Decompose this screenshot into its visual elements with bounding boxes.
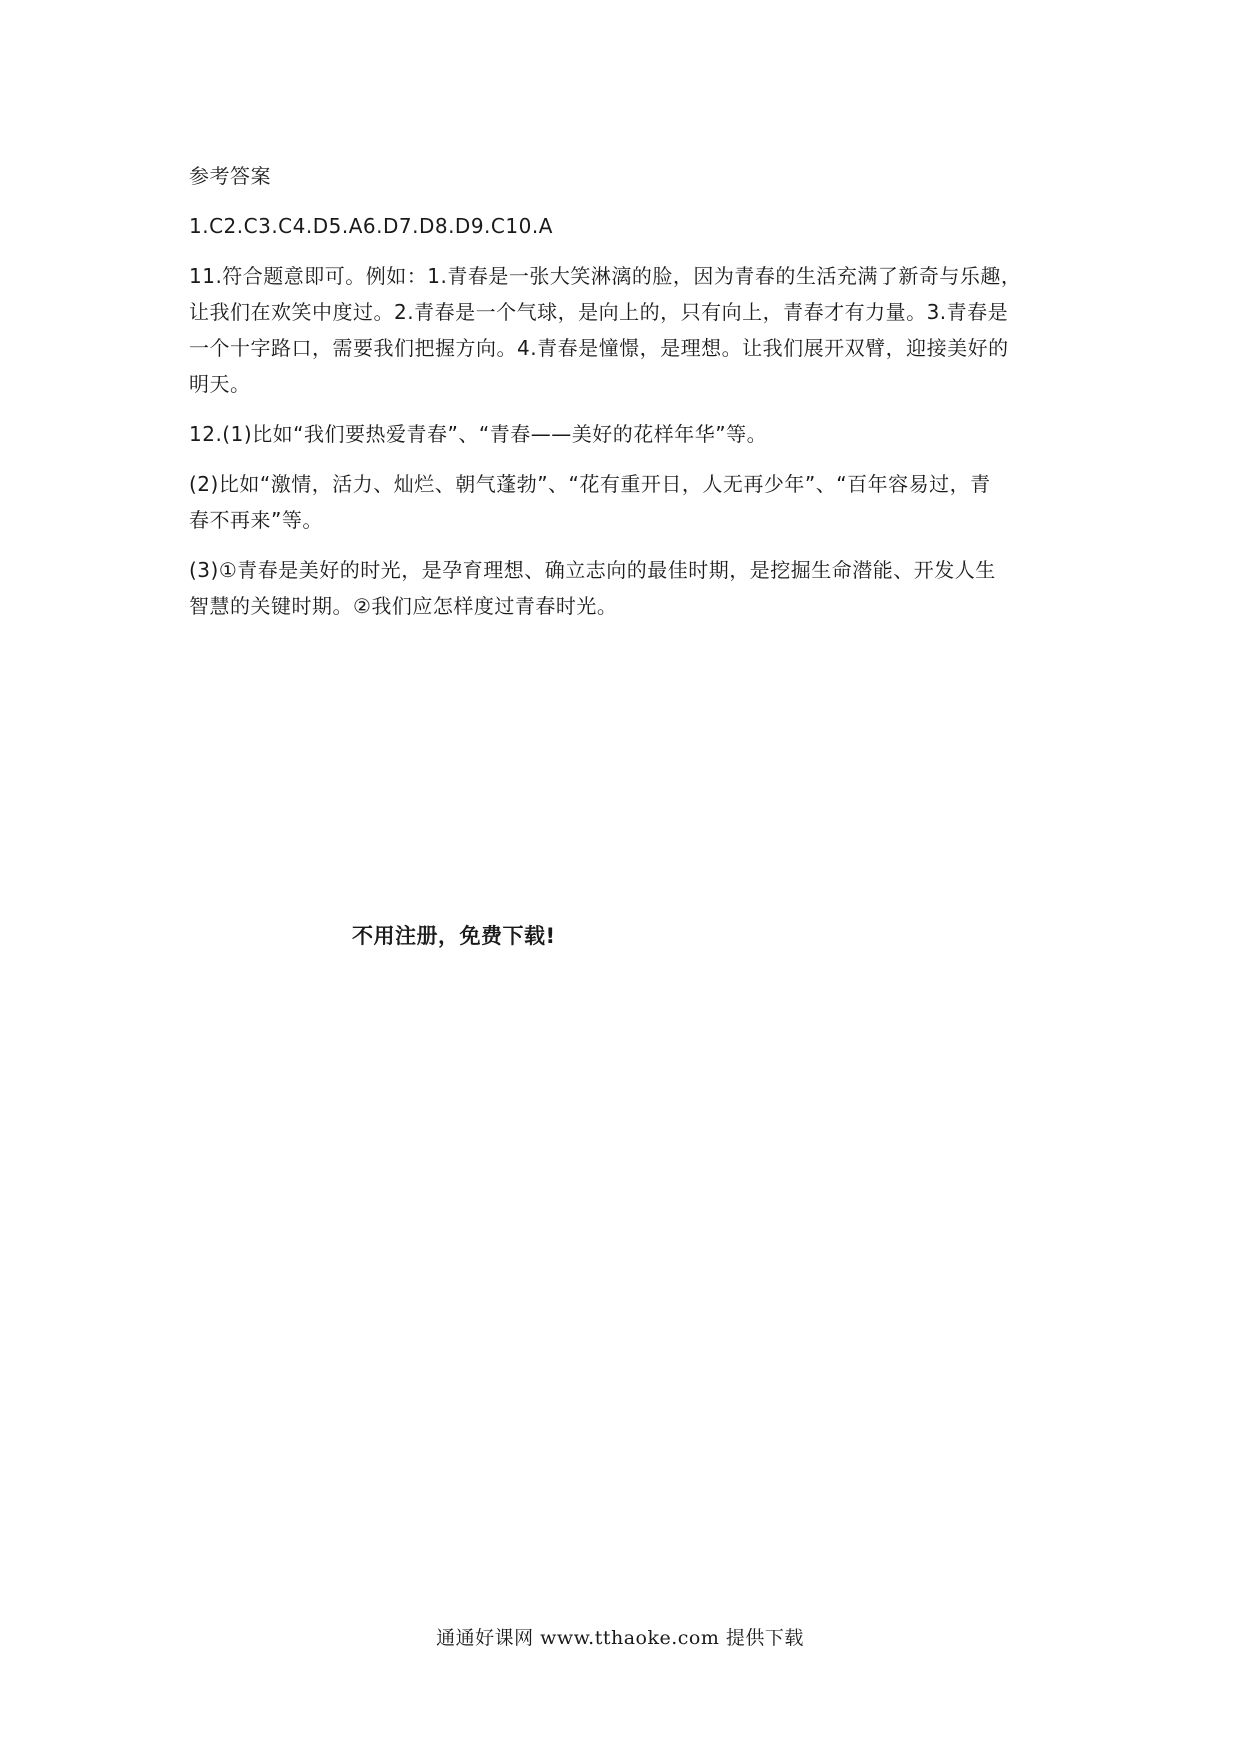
answer-11-line-4: 明天。 [189,372,251,396]
answer-content [189,158,1059,638]
answer-12-2-line-2: 春不再来”等。 [189,508,323,532]
answers-1-10-text: 1.C2.C3.C4.D5.A6.D7.D8.D9.C10.A [189,214,553,238]
answer-12-3-line-2: 智慧的关键时期。②我们应怎样度过青春时光。 [189,594,618,618]
answer-11 [189,258,1059,402]
answer-12-2-line-1: (2)比如“激情，活力、灿烂、朝气蓬勃”、“花有重开日，人无再少年”、“百年容易过，青 [189,472,991,496]
answer-11-line-2: 让我们在欢笑中度过。2.青春是一个气球，是向上的，只有向上，青春才有力量。3.青春是 [189,300,1009,324]
answers-1-10 [189,208,1059,244]
page-footer: 通通好课网 www.tthaoke.com 提供下载 [436,1627,804,1649]
answer-12-2 [189,466,1059,538]
answer-12-1 [189,416,1059,452]
answer-12-3 [189,552,1059,624]
answer-11-line-1: 11.符合题意即可。例如：1.青春是一张大笑淋漓的脸，因为青春的生活充满了新奇与乐趣， [189,264,1022,288]
free-download-promo: 不用注册，免费下载! [352,924,556,948]
answer-11-line-3: 一个十字路口，需要我们把握方向。4.青春是憧憬，是理想。让我们展开双臂，迎接美好的 [189,336,1009,360]
answer-12-1-text: 12.(1)比如“我们要热爱青春”、“青春——美好的花样年华”等。 [189,422,768,446]
answer-12-3-line-1: (3)①青春是美好的时光，是孕育理想、确立志向的最佳时期，是挖掘生命潜能、开发人生 [189,558,996,582]
answer-heading: 参考答案 [189,164,271,188]
